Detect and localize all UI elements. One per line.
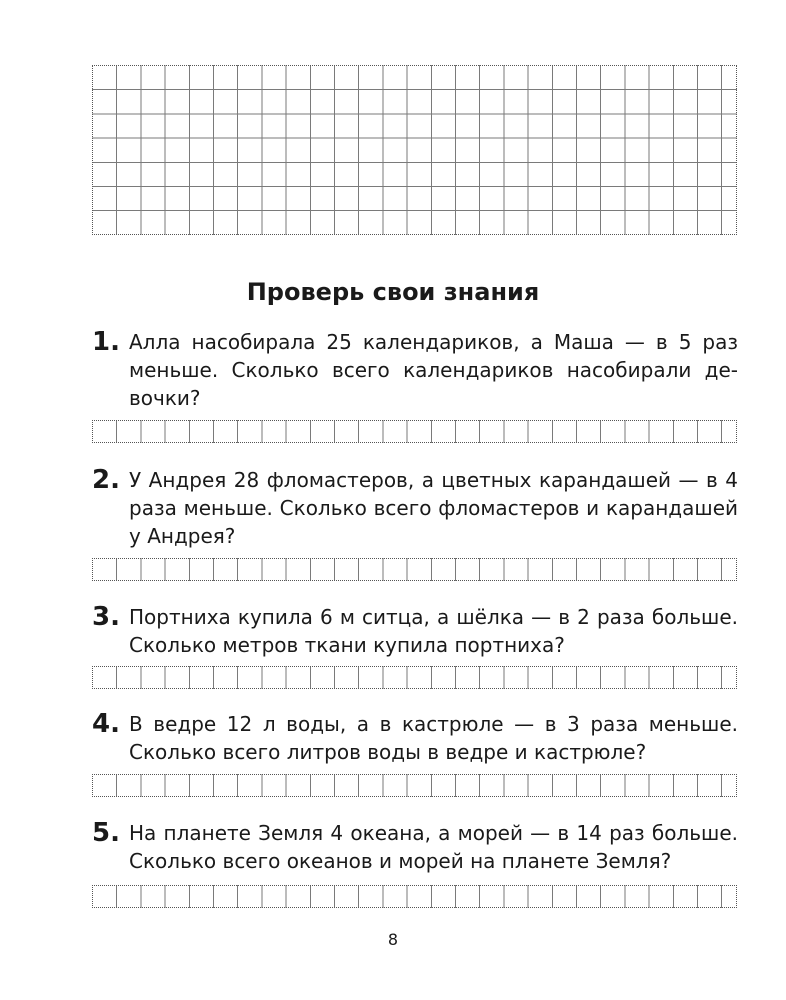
task-text: Алла насобирала 25 календариков, а Маша — в 5 раз меньше. Сколько всего календариков насобирали девочки? (129, 330, 738, 410)
task-number: 2. (92, 465, 120, 495)
task-4 (92, 710, 738, 766)
task-text: У Андрея 28 фломастеров, а цветных карандашей — в 4 раза меньше. Сколько всего фломастеров и карандашей у Андрея? (129, 468, 738, 548)
task-1 (92, 328, 738, 412)
task-text: В ведре 12 л воды, а в кастрюле — в 3 раза меньше. Сколько всего литров воды в ведре и кастрюле? (129, 712, 738, 764)
task-text: На планете Земля 4 океана, а морей — в 14 раз больше. Сколько всего океанов и морей на планете Земля? (129, 821, 738, 873)
task-text: Портниха купила 6 м ситца, а шёлка — в 2 раза больше. Сколько метров ткани купила портниха? (129, 605, 738, 657)
answer-grid[interactable] (92, 65, 737, 235)
task-3 (92, 603, 738, 659)
task-5 (92, 819, 738, 875)
answer-row-2[interactable] (92, 558, 737, 581)
answer-row-3[interactable] (92, 666, 737, 689)
task-number: 3. (92, 602, 120, 632)
answer-row-1[interactable] (92, 420, 737, 443)
task-number: 1. (92, 327, 120, 357)
answer-row-5[interactable] (92, 885, 737, 908)
task-number: 5. (92, 818, 120, 848)
answer-row-4[interactable] (92, 774, 737, 797)
page-number: 8 (387, 930, 399, 949)
task-number: 4. (92, 709, 120, 739)
section-title: Проверь свои знания (246, 278, 540, 306)
task-2 (92, 466, 738, 550)
